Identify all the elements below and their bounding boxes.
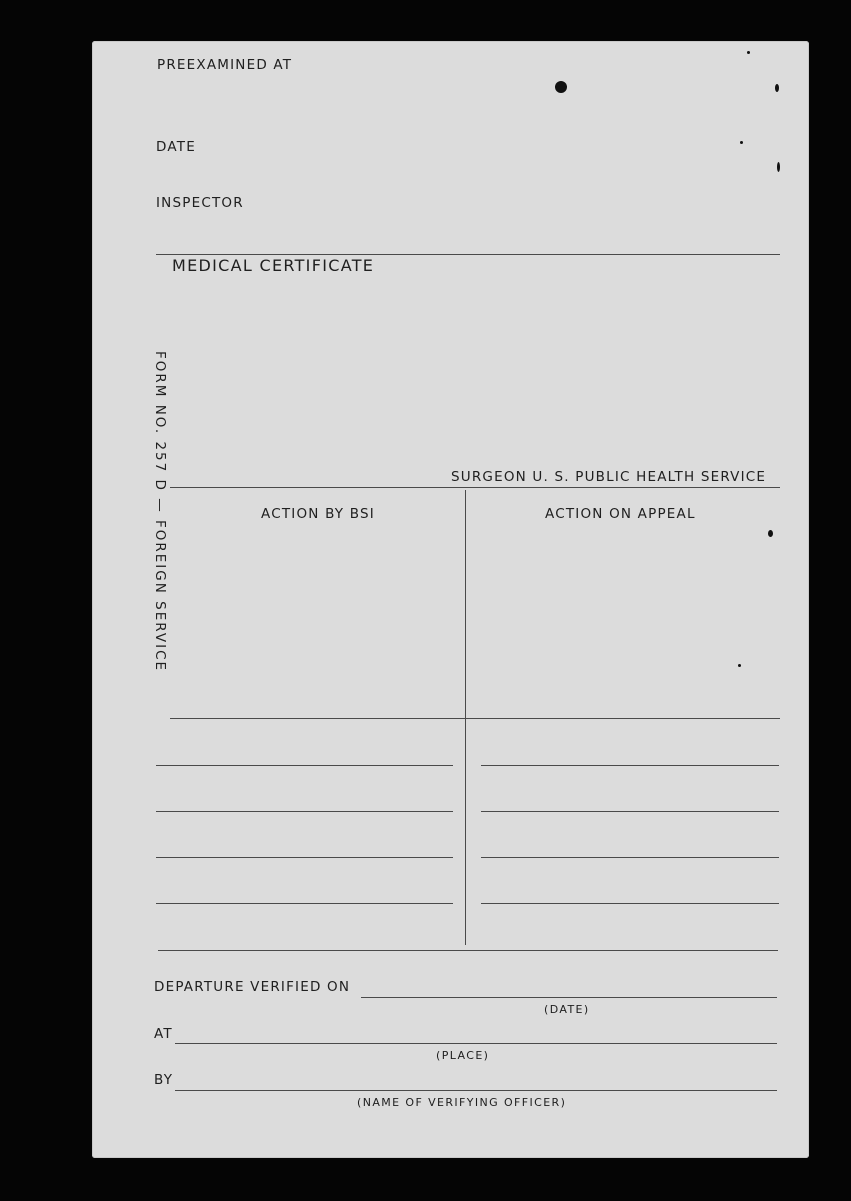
ink-spot [768, 530, 773, 537]
ink-spot [777, 162, 780, 172]
preexamined-at-label: PREEXAMINED AT [157, 57, 293, 73]
ink-spot [555, 81, 567, 93]
ink-spot [740, 141, 743, 144]
appeal-entry-line [481, 857, 779, 858]
place-caption: (PLACE) [436, 1049, 490, 1062]
date-label: DATE [156, 139, 196, 155]
surgeon-signature-line [170, 487, 780, 488]
action-by-bsi-heading: ACTION BY BSI [261, 506, 375, 522]
appeal-entry-line [481, 765, 779, 766]
bsi-entry-line [156, 811, 453, 812]
ink-spot [738, 664, 741, 667]
officer-line [175, 1090, 777, 1091]
by-label: BY [154, 1072, 174, 1088]
ink-spot [747, 51, 750, 54]
inspector-label: INSPECTOR [156, 195, 244, 211]
ink-spot [775, 84, 779, 92]
bsi-entry-line [156, 857, 453, 858]
departure-date-line [361, 997, 777, 998]
date-caption: (DATE) [544, 1003, 590, 1016]
officer-caption: (NAME OF VERIFYING OFFICER) [357, 1096, 567, 1109]
surgeon-label: SURGEON U. S. PUBLIC HEALTH SERVICE [451, 469, 767, 485]
appeal-entry-line [481, 811, 779, 812]
bsi-entry-line [156, 903, 453, 904]
action-on-appeal-heading: ACTION ON APPEAL [545, 506, 696, 522]
action-section-bottom-line [158, 950, 778, 951]
header-divider [156, 254, 780, 255]
appeal-entry-line [481, 903, 779, 904]
at-label: AT [154, 1026, 173, 1042]
departure-verified-label: DEPARTURE VERIFIED ON [154, 979, 351, 995]
page-title: MEDICAL CERTIFICATE [172, 256, 375, 275]
action-section-line [170, 718, 780, 719]
bsi-entry-line [156, 765, 453, 766]
place-line [175, 1043, 777, 1044]
form-number-label: FORM NO. 257 D — FOREIGN SERVICE [152, 351, 168, 673]
